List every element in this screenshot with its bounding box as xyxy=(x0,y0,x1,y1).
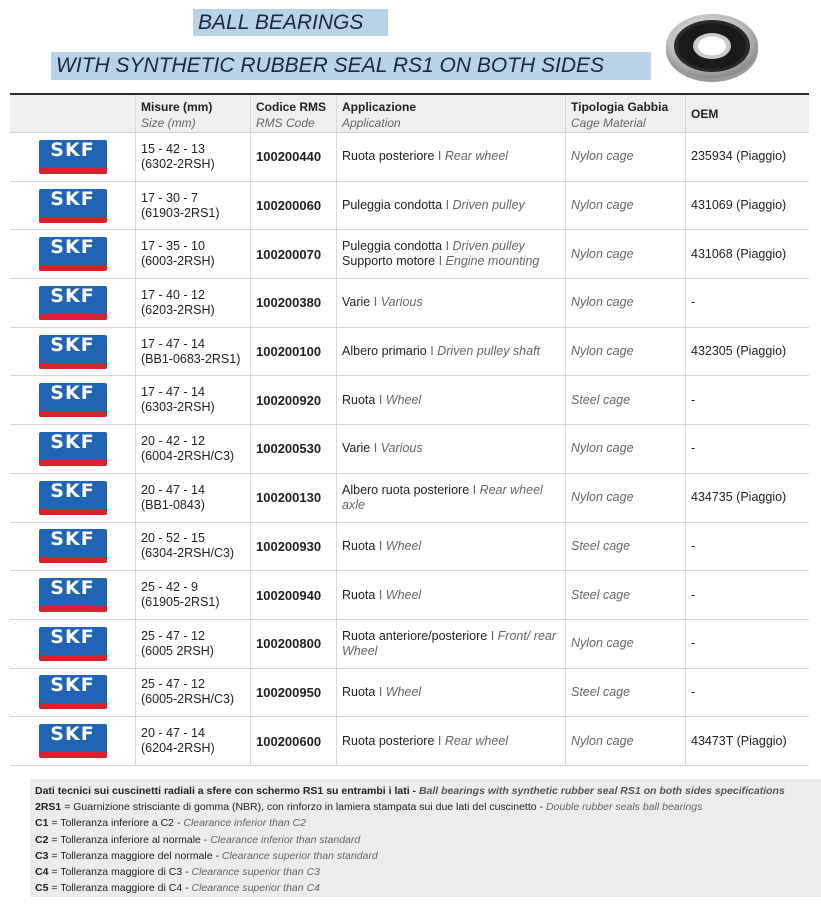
skf-logo: SKF xyxy=(39,578,107,612)
table-row xyxy=(10,620,809,669)
table-row xyxy=(10,279,809,328)
application-en: Various xyxy=(380,441,423,456)
rms-code: 100200380 xyxy=(250,279,336,327)
table-row xyxy=(10,425,809,474)
application-cell: Ruota I Wheel xyxy=(336,669,565,717)
size-reference: (BB1-0683-2RS1) xyxy=(141,351,241,366)
size-value: 20 - 52 - 15 xyxy=(141,531,205,546)
oem-code: 43473T (Piaggio) xyxy=(685,717,809,765)
note-text-en: Clearance superior than C3 xyxy=(191,866,320,879)
skf-logo: SKF xyxy=(39,481,107,515)
oem-code: - xyxy=(685,279,809,327)
size-cell xyxy=(135,523,250,571)
skf-logo: SKF xyxy=(39,383,107,417)
table-row xyxy=(10,182,809,231)
table-row xyxy=(10,376,809,425)
size-reference: (6304-2RSH/C3) xyxy=(141,546,235,561)
application-en: Wheel xyxy=(385,392,422,407)
rms-code: 100200600 xyxy=(250,717,336,765)
size-reference: (BB1-0843) xyxy=(141,497,205,512)
oem-code: - xyxy=(685,669,809,717)
application-it: Albero ruota posteriore xyxy=(342,482,470,497)
size-value: 25 - 47 - 12 xyxy=(141,628,205,643)
brand-cell xyxy=(10,376,135,424)
note-text-en: Double rubber seals ball bearings xyxy=(545,801,703,814)
application-it: Ruota xyxy=(342,392,376,407)
note-text-it: = Tolleranza maggiore di C3 - xyxy=(51,866,189,879)
size-cell xyxy=(135,669,250,717)
note-text-it: = Tolleranza inferiore a C2 - xyxy=(51,817,181,830)
application-it: Ruota posteriore xyxy=(342,733,435,748)
application-en: Rear wheel xyxy=(444,733,509,748)
size-cell xyxy=(135,717,250,765)
skf-logo: SKF xyxy=(39,529,107,563)
rms-code: 100200060 xyxy=(250,182,336,230)
note-text-en: Clearance inferior than standard xyxy=(210,833,361,846)
size-reference: (6204-2RSH) xyxy=(141,741,215,756)
size-cell xyxy=(135,425,250,473)
table-row xyxy=(10,669,809,718)
note-item xyxy=(35,848,821,864)
application-it: Ruota xyxy=(342,587,376,602)
application-en: Wheel xyxy=(385,587,422,602)
rms-code: 100200130 xyxy=(250,474,336,522)
application-cell: Ruota posteriore I Rear wheel xyxy=(336,717,565,765)
application-it: Puleggia condotta xyxy=(342,239,443,254)
note-text-en: Clearance inferior than C2 xyxy=(183,817,306,830)
notes-heading: Dati tecnici sui cuscinetti radiali a sfere con schermo RS1 su entrambi i lati - Ball bearings with synthetic rubber seal RS1 on both sides specifications xyxy=(35,785,785,797)
table-row xyxy=(10,474,809,523)
size-value: 17 - 30 - 7 xyxy=(141,190,198,205)
brand-cell xyxy=(10,717,135,765)
application-cell: Albero ruota posteriore I Rear wheel axle xyxy=(336,474,565,522)
cage-material: Steel cage xyxy=(565,376,685,424)
note-key: 2RS1 xyxy=(35,801,62,814)
skf-logo: SKF xyxy=(39,286,107,320)
note-key: C2 xyxy=(35,833,49,846)
oem-code: - xyxy=(685,571,809,619)
application-it: Ruota posteriore xyxy=(342,149,435,164)
rms-code: 100200950 xyxy=(250,669,336,717)
cage-material: Nylon cage xyxy=(565,425,685,473)
rms-code: 100200800 xyxy=(250,620,336,668)
brand-cell xyxy=(10,182,135,230)
application-cell: Ruota I Wheel xyxy=(336,523,565,571)
cage-material: Nylon cage xyxy=(565,328,685,376)
size-cell xyxy=(135,376,250,424)
application-it: Albero primario xyxy=(342,344,427,359)
application-en: Various xyxy=(380,295,423,310)
header-brand xyxy=(10,95,135,132)
skf-logo: SKF xyxy=(39,675,107,709)
application-en: Wheel xyxy=(385,684,422,699)
note-text-en: Clearance superior than C4 xyxy=(191,882,320,895)
application-cell: Albero primario I Driven pulley shaft xyxy=(336,328,565,376)
note-item xyxy=(35,799,821,815)
rms-code: 100200940 xyxy=(250,571,336,619)
size-reference: (6302-2RSH) xyxy=(141,156,215,171)
skf-logo: SKF xyxy=(39,724,107,758)
brand-cell xyxy=(10,523,135,571)
application-it: Ruota anteriore/posteriore xyxy=(342,628,488,643)
oem-code: 431068 (Piaggio) xyxy=(685,230,809,278)
application-en: Driven pulley shaft xyxy=(437,344,541,359)
size-value: 17 - 35 - 10 xyxy=(141,239,205,254)
size-reference: (6303-2RSH) xyxy=(141,400,215,415)
oem-code: 432305 (Piaggio) xyxy=(685,328,809,376)
oem-code: - xyxy=(685,620,809,668)
size-value: 25 - 42 - 9 xyxy=(141,580,198,595)
note-key: C4 xyxy=(35,866,49,879)
size-cell xyxy=(135,182,250,230)
header-application: Applicazione Application xyxy=(336,95,565,132)
skf-logo: SKF xyxy=(39,627,107,661)
rms-code: 100200930 xyxy=(250,523,336,571)
application-it: Varie xyxy=(342,441,371,456)
size-value: 25 - 47 - 12 xyxy=(141,677,205,692)
brand-cell xyxy=(10,133,135,181)
rms-code: 100200440 xyxy=(250,133,336,181)
brand-cell xyxy=(10,620,135,668)
note-text-it: = Guarnizione strisciante di gomma (NBR), con rinforzo in lamiera stampata sui due lati del cuscinetto - xyxy=(64,801,544,814)
application-2-en: Engine mounting xyxy=(445,254,540,269)
application-it: Ruota xyxy=(342,538,376,553)
size-cell xyxy=(135,328,250,376)
skf-logo: SKF xyxy=(39,432,107,466)
oem-code: 434735 (Piaggio) xyxy=(685,474,809,522)
skf-logo: SKF xyxy=(39,140,107,174)
application-cell: Ruota I Wheel xyxy=(336,376,565,424)
skf-logo: SKF xyxy=(39,335,107,369)
size-reference: (61905-2RS1) xyxy=(141,595,220,610)
size-cell xyxy=(135,133,250,181)
skf-logo: SKF xyxy=(39,237,107,271)
size-cell xyxy=(135,620,250,668)
bearings-table xyxy=(10,93,809,766)
size-reference: (6005-2RSH/C3) xyxy=(141,692,235,707)
table-row xyxy=(10,133,809,182)
cage-material: Steel cage xyxy=(565,523,685,571)
note-item xyxy=(35,864,821,880)
size-cell xyxy=(135,571,250,619)
cage-material: Nylon cage xyxy=(565,474,685,522)
size-value: 15 - 42 - 13 xyxy=(141,141,205,156)
table-row xyxy=(10,717,809,766)
oem-code: - xyxy=(685,523,809,571)
oem-code: 431069 (Piaggio) xyxy=(685,182,809,230)
application-en: Rear wheel axle xyxy=(342,482,543,512)
cage-material: Nylon cage xyxy=(565,182,685,230)
size-value: 17 - 47 - 14 xyxy=(141,385,205,400)
application-cell: Ruota I Wheel xyxy=(336,571,565,619)
note-item xyxy=(35,815,821,831)
header-oem: OEM xyxy=(685,95,809,132)
rms-code: 100200100 xyxy=(250,328,336,376)
size-reference: (61903-2RS1) xyxy=(141,205,220,220)
title-line-2: WITH SYNTHETIC RUBBER SEAL RS1 ON BOTH SIDES xyxy=(51,52,651,80)
size-reference: (6004-2RSH/C3) xyxy=(141,448,235,463)
cage-material: Nylon cage xyxy=(565,620,685,668)
brand-cell xyxy=(10,425,135,473)
note-text-it: = Tolleranza inferiore al normale - xyxy=(51,833,208,846)
cage-material: Nylon cage xyxy=(565,133,685,181)
skf-logo: SKF xyxy=(39,189,107,223)
size-reference: (6203-2RSH) xyxy=(141,302,215,317)
rms-code: 100200530 xyxy=(250,425,336,473)
note-key: C3 xyxy=(35,849,49,862)
rms-code: 100200920 xyxy=(250,376,336,424)
application-cell: Varie I Various xyxy=(336,279,565,327)
size-value: 17 - 40 - 12 xyxy=(141,287,205,302)
table-body xyxy=(10,133,809,766)
application-en: Rear wheel xyxy=(444,149,509,164)
note-key: C1 xyxy=(35,817,49,830)
application-en: Wheel xyxy=(385,538,422,553)
size-value: 17 - 47 - 14 xyxy=(141,336,205,351)
application-cell: Puleggia condotta I Driven pulley xyxy=(336,182,565,230)
table-row xyxy=(10,571,809,620)
header-code: Codice RMS RMS Code xyxy=(250,95,336,132)
cage-material: Steel cage xyxy=(565,571,685,619)
application-en: Front/ rear Wheel xyxy=(342,628,557,658)
notes-list xyxy=(35,799,821,896)
cage-material: Steel cage xyxy=(565,669,685,717)
table-row xyxy=(10,523,809,572)
oem-code: - xyxy=(685,425,809,473)
note-text-it: = Tolleranza maggiore del normale - xyxy=(51,849,219,862)
application-it: Varie xyxy=(342,295,371,310)
brand-cell xyxy=(10,474,135,522)
header-cage: Tipologia Gabbia Cage Material xyxy=(565,95,685,132)
size-cell xyxy=(135,474,250,522)
size-cell xyxy=(135,230,250,278)
table-header xyxy=(10,95,809,133)
note-key: C5 xyxy=(35,882,49,895)
table-row xyxy=(10,328,809,377)
note-item xyxy=(35,832,821,848)
title-line-1: BALL BEARINGS xyxy=(193,9,388,36)
size-value: 20 - 42 - 12 xyxy=(141,433,205,448)
application-cell: Varie I Various xyxy=(336,425,565,473)
technical-notes xyxy=(30,779,821,897)
rms-code: 100200070 xyxy=(250,230,336,278)
note-text-en: Clearance superior than standard xyxy=(221,849,378,862)
size-cell xyxy=(135,279,250,327)
size-value: 20 - 47 - 14 xyxy=(141,726,205,741)
brand-cell xyxy=(10,230,135,278)
size-value: 20 - 47 - 14 xyxy=(141,482,205,497)
note-text-it: = Tolleranza maggiore di C4 - xyxy=(51,882,189,895)
brand-cell xyxy=(10,328,135,376)
table-row xyxy=(10,230,809,279)
size-reference: (6005 2RSH) xyxy=(141,643,214,658)
brand-cell xyxy=(10,669,135,717)
application-cell: Puleggia condotta I Driven pulley Supporto motore I Engine mounting xyxy=(336,230,565,278)
size-reference: (6003-2RSH) xyxy=(141,254,215,269)
brand-cell xyxy=(10,571,135,619)
application-2-it: Supporto motore xyxy=(342,254,436,269)
application-en: Driven pulley xyxy=(452,239,525,254)
application-cell: Ruota anteriore/posteriore I Front/ rear Wheel xyxy=(336,620,565,668)
cage-material: Nylon cage xyxy=(565,717,685,765)
header-size: Misure (mm) Size (mm) xyxy=(135,95,250,132)
oem-code: - xyxy=(685,376,809,424)
note-item xyxy=(35,880,821,896)
cage-material: Nylon cage xyxy=(565,230,685,278)
brand-cell xyxy=(10,279,135,327)
application-it: Ruota xyxy=(342,684,376,699)
oem-code: 235934 (Piaggio) xyxy=(685,133,809,181)
application-en: Driven pulley xyxy=(452,198,525,213)
application-it: Puleggia condotta xyxy=(342,198,443,213)
cage-material: Nylon cage xyxy=(565,279,685,327)
application-cell: Ruota posteriore I Rear wheel xyxy=(336,133,565,181)
bearing-image xyxy=(664,10,760,84)
